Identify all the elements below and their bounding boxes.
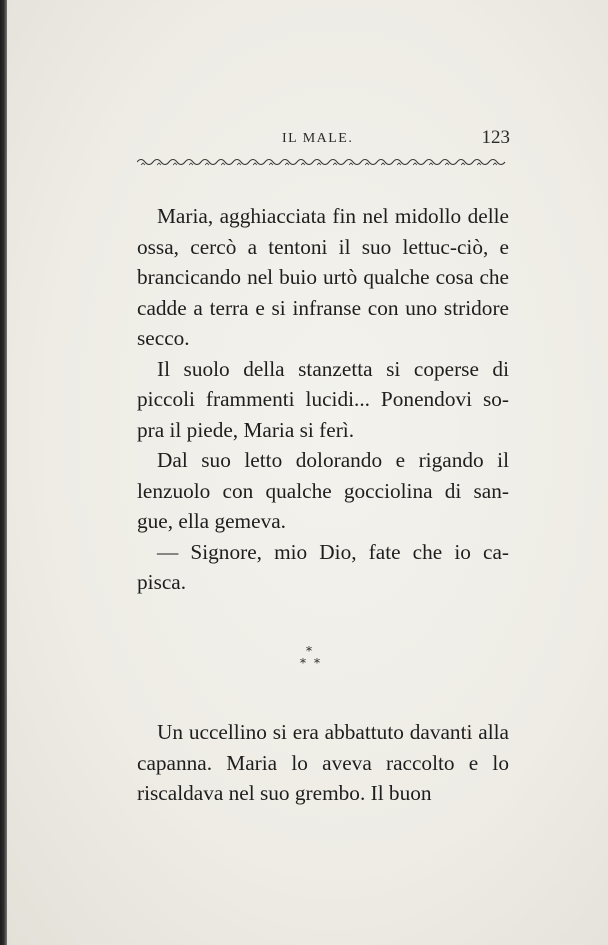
book-spine-shadow (0, 0, 7, 945)
running-title: IL MALE. (282, 131, 354, 146)
page-header (136, 128, 512, 152)
paragraph: Dal suo letto dolorando e rigando il lenzuolo con qualche gocciolina di san-gue, ella gemeva. (137, 448, 509, 533)
main-text-continued (137, 717, 509, 809)
page-number: 123 (481, 127, 510, 148)
main-text (137, 201, 509, 598)
paragraph: Un uccellino si era abbattuto davanti alla capanna. Maria lo aveva raccolto e lo riscaldava nel suo grembo. Il buon (137, 720, 509, 805)
paragraph: Il suolo della stanzetta si coperse di piccoli frammenti lucidi... Ponendovi so-pra il piede, Maria si ferì. (137, 356, 509, 442)
section-break-asterism (300, 644, 340, 676)
asterisk: * (306, 644, 312, 658)
asterisk: * (314, 656, 320, 670)
paragraph: Maria, agghiacciata fin nel midollo delle ossa, cercò a tentoni il suo lettuc-ciò, e brancicando nel buio urtò qualche cosa che cadde a terra e si infranse con uno stridore secco. (137, 204, 509, 350)
decorative-rule (137, 156, 511, 168)
asterisk: * (300, 656, 306, 670)
paragraph: — Signore, mio Dio, fate che io ca-pisca. (137, 539, 509, 594)
